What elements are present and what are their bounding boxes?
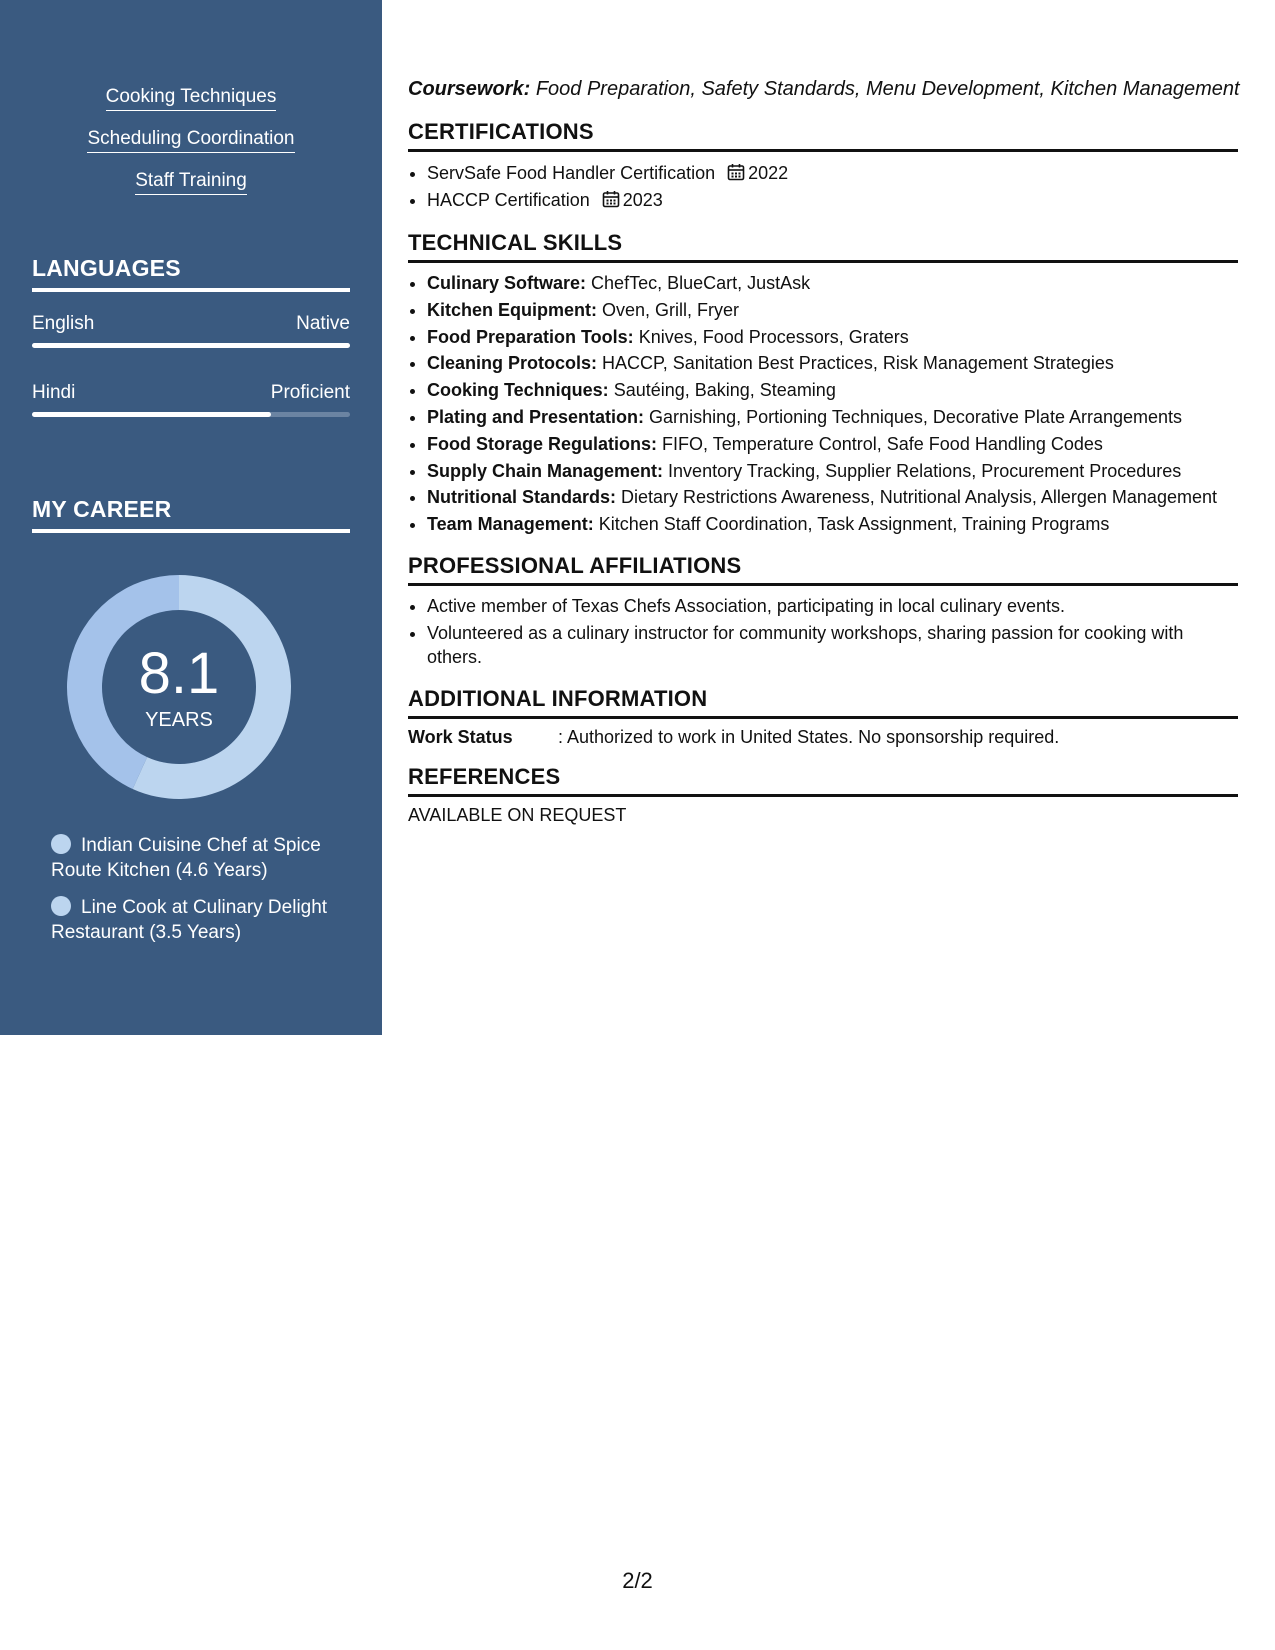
technical-skill-label: Food Preparation Tools: <box>427 326 634 347</box>
sidebar <box>0 0 382 1035</box>
certification-year: 2023 <box>622 190 663 210</box>
career-donut-chart <box>67 575 291 799</box>
language-level: Native <box>296 313 350 334</box>
affiliation-item: • Volunteered as a culinary instructor for community workshops, sharing passion for cooking with others. <box>427 621 1238 670</box>
work-status-label: Work Status <box>408 726 513 747</box>
certifications-heading: CERTIFICATIONS <box>408 119 1238 152</box>
technical-skill-label: Team Management: <box>427 514 594 535</box>
technical-skill-label: Cleaning Protocols: <box>427 353 598 374</box>
career-item <box>51 833 341 883</box>
technical-skill-text: HACCP, Sanitation Best Practices, Risk Management Strategies <box>602 353 1114 374</box>
technical-skill-label: Nutritional Standards: <box>427 487 617 508</box>
work-status-row <box>408 727 1238 748</box>
language-row <box>32 313 350 335</box>
technical-skill-label: Food Storage Regulations: <box>427 433 658 454</box>
career-item <box>51 895 341 945</box>
technical-skill-label: Kitchen Equipment: <box>427 299 597 320</box>
coursework-label: Coursework: <box>408 78 531 100</box>
skill-link[interactable]: Staff Training <box>135 170 247 195</box>
language-proficiency-bar <box>32 343 350 348</box>
technical-skill-item <box>427 432 1238 457</box>
certification-item <box>427 187 1238 214</box>
technical-skill-text: FIFO, Temperature Control, Safe Food Handling Codes <box>662 433 1103 454</box>
technical-skill-text: Inventory Tracking, Supplier Relations, Procurement Procedures <box>668 460 1182 481</box>
career-donut-center <box>67 575 291 799</box>
references-text: AVAILABLE ON REQUEST <box>408 804 627 825</box>
technical-skill-text: Knives, Food Processors, Graters <box>638 326 909 347</box>
career-heading: MY CAREER <box>32 496 350 533</box>
page-number: 2/2 <box>622 1568 653 1593</box>
certification-name: ServSafe Food Handler Certification <box>427 163 716 183</box>
career-legend-dot <box>51 834 71 854</box>
career-item-text: Line Cook at Culinary Delight Restaurant (3.5 Years) <box>51 897 328 943</box>
technical-skill-item <box>427 378 1238 403</box>
skill-link[interactable]: Cooking Techniques <box>106 86 277 111</box>
references-heading: REFERENCES <box>408 764 1238 797</box>
technical-skill-text: ChefTec, BlueCart, JustAsk <box>591 273 811 293</box>
certifications-list <box>408 160 1238 214</box>
language-proficiency-fill <box>32 412 271 417</box>
technical-skill-item <box>427 351 1238 376</box>
technical-skill-text: Sautéing, Baking, Steaming <box>613 380 836 401</box>
technical-skill-item <box>427 459 1238 484</box>
technical-skill-label: Cooking Techniques: <box>427 380 609 401</box>
technical-skill-label: Supply Chain Management: <box>427 460 664 481</box>
technical-skill-label: Culinary Software: <box>427 273 587 293</box>
affiliation-item: • Active member of Texas Chefs Association, participating in local culinary events. <box>427 594 1238 619</box>
technical-skill-text: Oven, Grill, Fryer <box>602 299 740 320</box>
career-years-unit: YEARS <box>145 709 213 731</box>
technical-skill-item <box>427 512 1238 537</box>
calendar-icon <box>727 163 745 181</box>
coursework <box>408 78 1238 101</box>
certification-year: 2022 <box>748 163 789 183</box>
technical-skill-text: Garnishing, Portioning Techniques, Decorative Plate Arrangements <box>649 406 1183 427</box>
calendar-icon <box>602 190 620 208</box>
languages-heading: LANGUAGES <box>32 255 350 292</box>
language-proficiency-fill <box>32 343 350 348</box>
career-legend-dot <box>51 896 71 916</box>
affiliations-list <box>408 594 1238 670</box>
work-status-value: : Authorized to work in United States. No sponsorship required. <box>558 726 1060 747</box>
technical-skills-heading: TECHNICAL SKILLS <box>408 230 1238 263</box>
career-total-years: 8.1 <box>138 641 220 706</box>
affiliations-heading: PROFESSIONAL AFFILIATIONS <box>408 553 1238 586</box>
technical-skill-text: Kitchen Staff Coordination, Task Assignment, Training Programs <box>598 514 1110 535</box>
certification-name: HACCP Certification <box>427 190 590 210</box>
technical-skill-item <box>427 325 1238 350</box>
technical-skill-item <box>427 271 1238 296</box>
language-row <box>32 382 350 404</box>
technical-skill-label: Plating and Presentation: <box>427 406 645 427</box>
career-item-text: Indian Cuisine Chef at Spice Route Kitchen (4.6 Years) <box>51 835 321 881</box>
language-name: English <box>32 313 95 334</box>
language-name: Hindi <box>32 382 76 403</box>
language-level: Proficient <box>270 382 350 403</box>
technical-skills-list <box>408 271 1238 537</box>
additional-info-heading: ADDITIONAL INFORMATION <box>408 686 1238 719</box>
technical-skill-item <box>427 485 1238 510</box>
technical-skill-item <box>427 405 1238 430</box>
skill-link[interactable]: Scheduling Coordination <box>87 128 294 153</box>
language-proficiency-bar <box>32 412 350 417</box>
technical-skill-item <box>427 298 1238 323</box>
certification-item <box>427 160 1238 187</box>
skill-links <box>0 86 382 212</box>
coursework-text: Food Preparation, Safety Standards, Menu Development, Kitchen Management <box>535 78 1240 100</box>
main-content <box>408 78 1238 826</box>
technical-skill-text: Dietary Restrictions Awareness, Nutritional Analysis, Allergen Management <box>621 487 1217 508</box>
